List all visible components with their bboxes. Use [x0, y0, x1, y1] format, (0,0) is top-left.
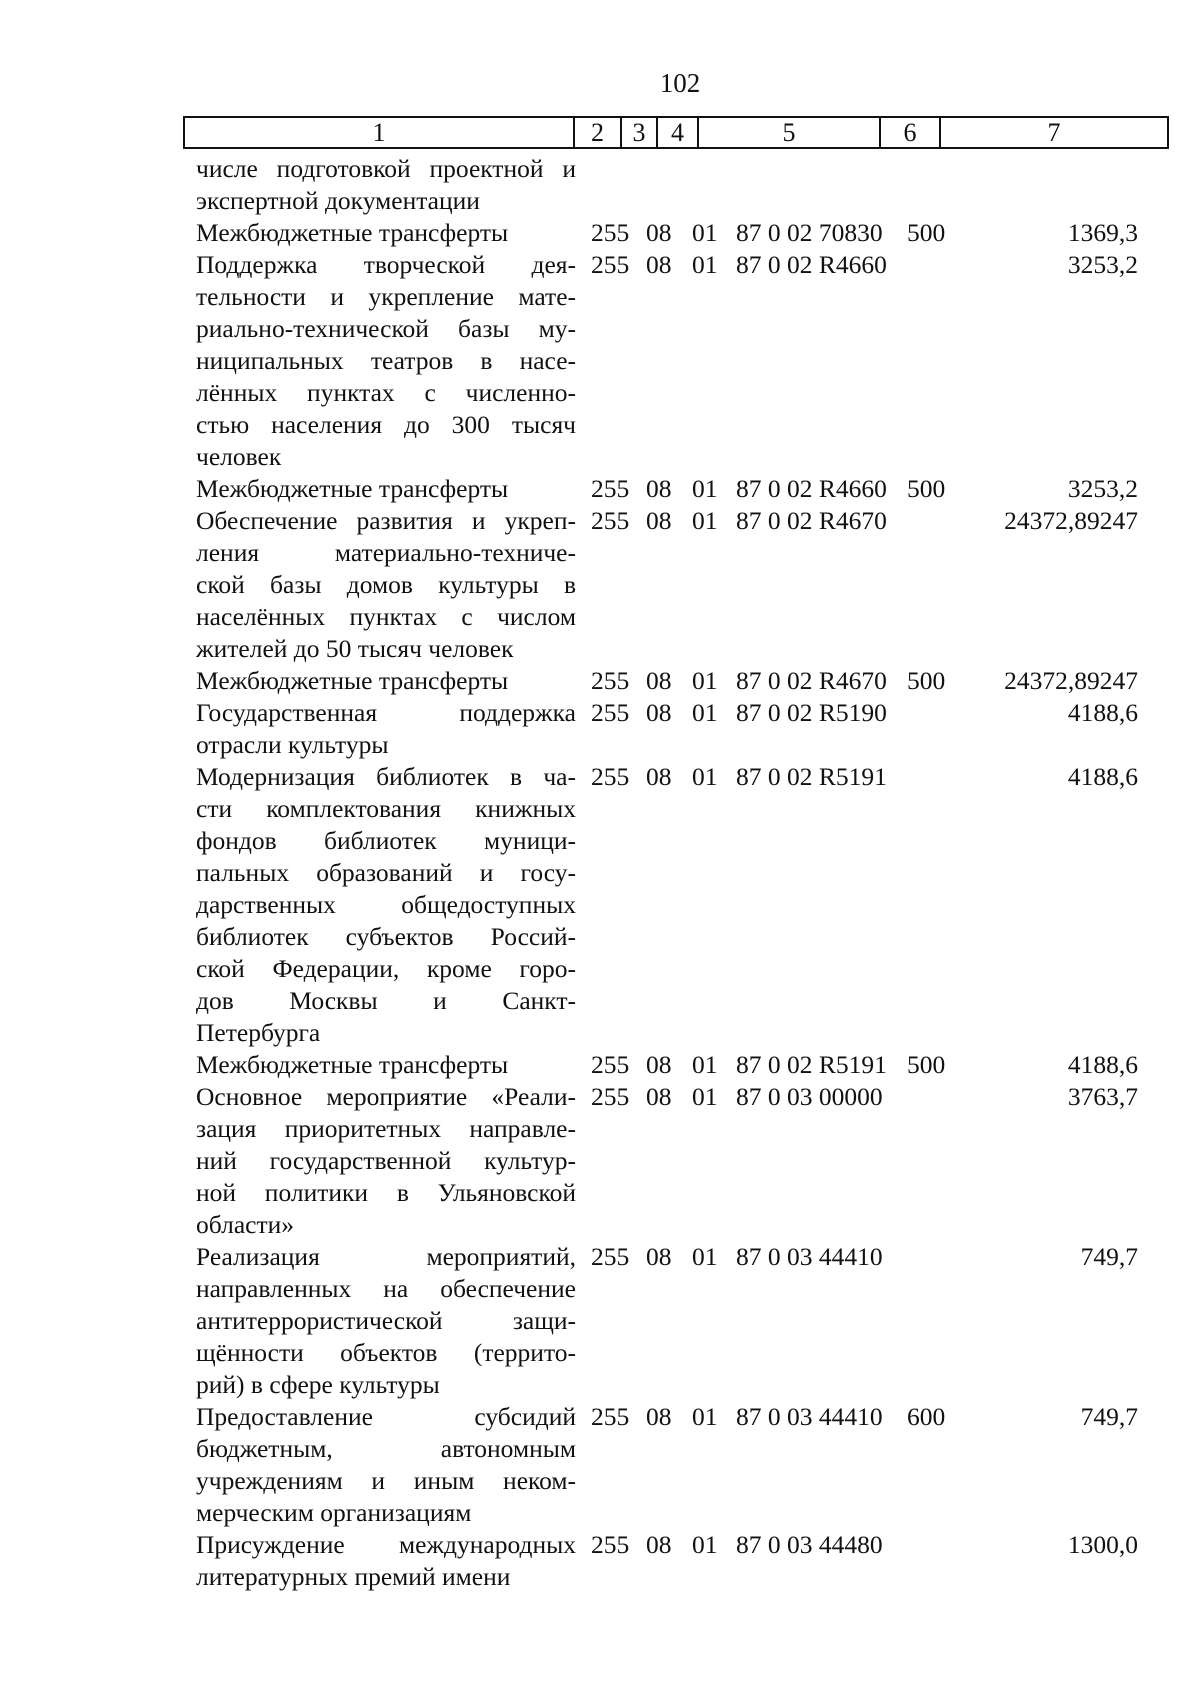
row-target-article: 87 0 03 44480 — [736, 1530, 883, 1559]
header-col-2: 2 — [573, 118, 620, 147]
row-target-article: 87 0 03 44410 — [736, 1402, 883, 1431]
row-expense-type: 500 — [907, 218, 946, 247]
row-name-line: Межбюджетные трансферты — [196, 474, 509, 503]
row-target-article: 87 0 03 44410 — [736, 1242, 883, 1271]
table-row — [0, 473, 1200, 505]
row-name-line: Реализация мероприятий, — [196, 1242, 576, 1271]
row-sum: 1300,0 — [1067, 1530, 1138, 1559]
row-codes — [576, 1049, 1200, 1081]
row-gl: 255 — [591, 698, 630, 727]
row-name — [196, 1529, 576, 1593]
row-name-line: Петербурга — [196, 1018, 321, 1047]
row-name-line: Межбюджетные трансферты — [196, 218, 509, 247]
row-gl: 255 — [591, 762, 630, 791]
row-gl: 255 — [591, 666, 630, 695]
row-subsection: 01 — [692, 1242, 718, 1271]
row-gl: 255 — [591, 218, 630, 247]
row-name-line: ниципальных театров в насе- — [196, 346, 576, 375]
table-row — [0, 665, 1200, 697]
row-name — [196, 505, 576, 665]
row-name-line: ской Федерации, кроме горо- — [196, 954, 576, 983]
row-expense-type: 600 — [907, 1402, 946, 1431]
row-name-line: человек — [196, 442, 282, 471]
row-subsection: 01 — [692, 506, 718, 535]
row-section: 08 — [646, 762, 672, 791]
row-name — [196, 761, 576, 1049]
row-name-line: литературных премий имени — [196, 1562, 511, 1591]
row-name-line: ской базы домов культуры в — [196, 570, 576, 599]
row-subsection: 01 — [692, 1050, 718, 1079]
table-row — [0, 1081, 1200, 1241]
table-row — [0, 153, 1200, 217]
row-name-line: ной политики в Ульяновской — [196, 1178, 576, 1207]
row-name-line: тельности и укрепление мате- — [196, 282, 576, 311]
row-codes — [576, 249, 1200, 281]
row-name-line: пальных образований и госу- — [196, 858, 576, 887]
row-section: 08 — [646, 1242, 672, 1271]
row-name-line: Основное мероприятие «Реали- — [196, 1082, 576, 1111]
row-name — [196, 217, 576, 249]
row-codes — [576, 505, 1200, 537]
row-expense-type: 500 — [907, 1050, 946, 1079]
row-name — [196, 473, 576, 505]
row-sum: 24372,89247 — [1004, 666, 1138, 695]
row-name — [196, 1081, 576, 1241]
row-gl: 255 — [591, 1242, 630, 1271]
row-codes — [576, 473, 1200, 505]
row-gl: 255 — [591, 1530, 630, 1559]
row-codes — [576, 761, 1200, 793]
row-name-line: библиотек субъектов Россий- — [196, 922, 576, 951]
header-col-7: 7 — [939, 118, 1167, 147]
table-row — [0, 697, 1200, 761]
row-name-line: антитеррористической защи- — [196, 1306, 576, 1335]
row-sum: 4188,6 — [1067, 698, 1138, 727]
row-name-line: отрасли культуры — [196, 730, 389, 759]
row-section: 08 — [646, 250, 672, 279]
row-subsection: 01 — [692, 1402, 718, 1431]
row-name-line: населённых пунктах с числом — [196, 602, 576, 631]
row-target-article: 87 0 02 R5191 — [736, 762, 887, 791]
row-section: 08 — [646, 506, 672, 535]
row-name-line: области» — [196, 1210, 294, 1239]
row-section: 08 — [646, 1530, 672, 1559]
row-gl: 255 — [591, 474, 630, 503]
row-codes — [576, 697, 1200, 729]
row-codes — [576, 217, 1200, 249]
row-gl: 255 — [591, 1082, 630, 1111]
row-sum: 24372,89247 — [1004, 506, 1138, 535]
table-row — [0, 1401, 1200, 1529]
row-sum: 4188,6 — [1067, 1050, 1138, 1079]
row-section: 08 — [646, 666, 672, 695]
row-name-line: Предоставление субсидий — [196, 1402, 576, 1431]
table-row — [0, 249, 1200, 473]
header-col-5: 5 — [697, 118, 879, 147]
row-section: 08 — [646, 218, 672, 247]
row-expense-type: 500 — [907, 474, 946, 503]
row-name-line: дарственных общедоступных — [196, 890, 576, 919]
row-codes — [576, 1401, 1200, 1433]
row-name-line: риально-технической базы му- — [196, 314, 576, 343]
row-name-line: рий) в сфере культуры — [196, 1370, 440, 1399]
row-name — [196, 697, 576, 761]
table-row — [0, 1529, 1200, 1593]
row-name-line: щённости объектов (террито- — [196, 1338, 576, 1367]
row-codes — [576, 1241, 1200, 1273]
row-name — [196, 1241, 576, 1401]
row-target-article: 87 0 02 R5191 — [736, 1050, 887, 1079]
row-name-line: Государственная поддержка — [196, 698, 576, 727]
row-subsection: 01 — [692, 762, 718, 791]
row-target-article: 87 0 02 R4660 — [736, 474, 887, 503]
table-row — [0, 1241, 1200, 1401]
row-subsection: 01 — [692, 250, 718, 279]
row-name-line: числе подготовкой проектной и — [196, 154, 576, 183]
row-name-line: Модернизация библиотек в ча- — [196, 762, 576, 791]
row-name-line: направленных на обеспечение — [196, 1274, 576, 1303]
row-name-line: фондов библиотек муници- — [196, 826, 576, 855]
row-name-line: ления материально-техниче- — [196, 538, 576, 567]
row-gl: 255 — [591, 1050, 630, 1079]
row-sum: 749,7 — [1080, 1242, 1138, 1271]
row-name-line: стью населения до 300 тысяч — [196, 410, 576, 439]
table-row — [0, 761, 1200, 1049]
row-target-article: 87 0 02 R4670 — [736, 506, 887, 535]
row-section: 08 — [646, 1402, 672, 1431]
row-name-line: бюджетным, автономным — [196, 1434, 576, 1463]
table-row — [0, 505, 1200, 665]
row-gl: 255 — [591, 506, 630, 535]
row-section: 08 — [646, 698, 672, 727]
row-subsection: 01 — [692, 1530, 718, 1559]
row-name — [196, 1401, 576, 1529]
row-name-line: лённых пунктах с численно- — [196, 378, 576, 407]
table-row — [0, 1049, 1200, 1081]
row-codes — [576, 665, 1200, 697]
row-subsection: 01 — [692, 698, 718, 727]
row-sum: 3763,7 — [1067, 1082, 1138, 1111]
row-name-line: сти комплектования книжных — [196, 794, 576, 823]
row-target-article: 87 0 02 R5190 — [736, 698, 887, 727]
header-col-6: 6 — [879, 118, 939, 147]
header-col-1: 1 — [372, 117, 386, 147]
row-name-line: Межбюджетные трансферты — [196, 1050, 509, 1079]
row-name-line: жителей до 50 тысяч человек — [196, 634, 514, 663]
row-section: 08 — [646, 474, 672, 503]
row-target-article: 87 0 02 R4670 — [736, 666, 887, 695]
row-expense-type: 500 — [907, 666, 946, 695]
row-name-line: мерческим организациям — [196, 1498, 472, 1527]
row-sum: 3253,2 — [1067, 474, 1138, 503]
row-subsection: 01 — [692, 1082, 718, 1111]
row-sum: 1369,3 — [1067, 218, 1138, 247]
header-col-3: 3 — [620, 118, 656, 147]
row-target-article: 87 0 03 00000 — [736, 1082, 883, 1111]
row-name — [196, 665, 576, 697]
row-target-article: 87 0 02 70830 — [736, 218, 883, 247]
row-gl: 255 — [591, 1402, 630, 1431]
row-gl: 255 — [591, 250, 630, 279]
row-name-line: дов Москвы и Санкт- — [196, 986, 576, 1015]
table-header — [183, 116, 1169, 149]
row-name-line: Межбюджетные трансферты — [196, 666, 509, 695]
table-body — [0, 153, 1200, 1593]
row-section: 08 — [646, 1050, 672, 1079]
row-name-line: ний государственной культур- — [196, 1146, 576, 1175]
row-section: 08 — [646, 1082, 672, 1111]
row-name — [196, 249, 576, 473]
row-name-line: учреждениям и иным неком- — [196, 1466, 576, 1495]
page-number: 102 — [659, 68, 701, 98]
row-name — [196, 1049, 576, 1081]
row-codes — [576, 153, 1200, 185]
row-name-line: Присуждение международных — [196, 1530, 576, 1559]
row-name — [196, 153, 576, 217]
row-name-line: Поддержка творческой дея- — [196, 250, 576, 279]
table-row — [0, 217, 1200, 249]
row-subsection: 01 — [692, 218, 718, 247]
row-name-line: Обеспечение развития и укреп- — [196, 506, 576, 535]
row-name-line: экспертной документации — [196, 186, 480, 215]
row-sum: 4188,6 — [1067, 762, 1138, 791]
row-codes — [576, 1081, 1200, 1113]
row-sum: 749,7 — [1080, 1402, 1138, 1431]
row-codes — [576, 1529, 1200, 1561]
row-target-article: 87 0 02 R4660 — [736, 250, 887, 279]
row-subsection: 01 — [692, 666, 718, 695]
row-name-line: зация приоритетных направле- — [196, 1114, 576, 1143]
header-col-4: 4 — [656, 118, 697, 147]
row-subsection: 01 — [692, 474, 718, 503]
row-sum: 3253,2 — [1067, 250, 1138, 279]
